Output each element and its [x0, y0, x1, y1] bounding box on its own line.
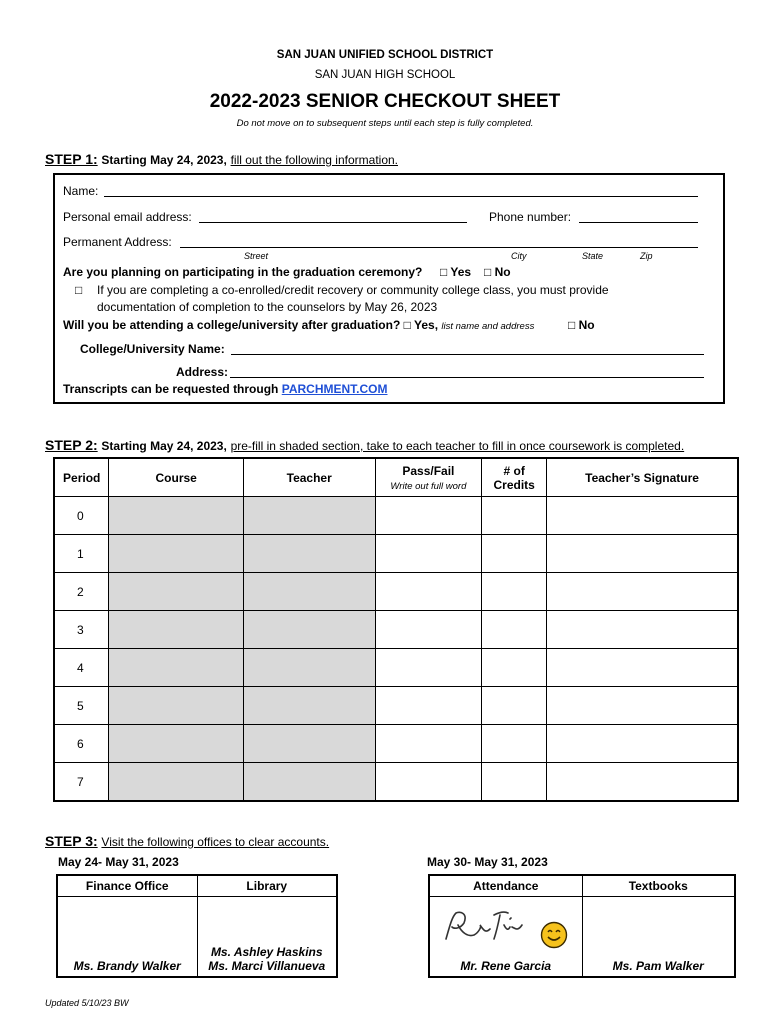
period-cell: 4 [54, 649, 109, 687]
finance-person: Ms. Brandy Walker [73, 959, 181, 973]
college-yes-label: Yes, [414, 318, 439, 332]
period-cell: 5 [54, 687, 109, 725]
passfail-cell[interactable] [375, 497, 482, 535]
email-label: Personal email address: [63, 210, 192, 224]
credits-cell[interactable] [482, 725, 547, 763]
period-cell: 2 [54, 573, 109, 611]
district-name: SAN JUAN UNIFIED SCHOOL DISTRICT [276, 49, 494, 61]
college-yes-option[interactable]: □ Yes, [403, 318, 439, 332]
course-cell[interactable] [109, 611, 244, 649]
ceremony-no-label: No [494, 265, 511, 279]
college-no-label: No [578, 318, 595, 332]
library-header: Library [197, 875, 337, 897]
credits-cell[interactable] [482, 763, 547, 802]
college-address-label: Address: [176, 365, 229, 379]
course-cell[interactable] [109, 573, 244, 611]
college-question-text: Will you be attending a college/university after graduation? [63, 318, 401, 332]
address-field[interactable] [180, 233, 698, 248]
col-passfail-note: Write out full word [390, 480, 467, 492]
table-row [54, 497, 738, 535]
signature-cell[interactable] [547, 649, 738, 687]
city-label: City [511, 251, 527, 261]
page-title: 2022-2023 SENIOR CHECKOUT SHEET [209, 91, 561, 112]
step2-heading [45, 437, 684, 453]
table-row [54, 687, 738, 725]
passfail-cell[interactable] [375, 649, 482, 687]
col-signature: Teacher’s Signature [547, 458, 738, 497]
col-credits-line1: # of [503, 463, 525, 478]
col-course: Course [109, 458, 244, 497]
finance-signature-cell[interactable] [57, 897, 197, 978]
period-cell: 1 [54, 535, 109, 573]
phone-label: Phone number: [489, 210, 572, 224]
email-field[interactable] [199, 208, 467, 223]
signature-cell[interactable] [547, 611, 738, 649]
library-person-2: Ms. Marci Villanueva [208, 959, 326, 973]
course-table-header [54, 458, 738, 497]
page-subtitle: Do not move on to subsequent steps until each step is fully completed. [236, 118, 534, 129]
credits-cell[interactable] [482, 535, 547, 573]
table-row [54, 725, 738, 763]
right-offices-table [428, 874, 736, 978]
credits-cell[interactable] [482, 611, 547, 649]
step2-label: STEP 2: [45, 437, 98, 453]
teacher-cell[interactable] [243, 763, 375, 802]
col-period: Period [54, 458, 109, 497]
course-cell[interactable] [109, 687, 244, 725]
college-yes-note: list name and address [441, 321, 535, 332]
course-cell[interactable] [109, 649, 244, 687]
signature-cell[interactable] [547, 763, 738, 802]
table-row [54, 649, 738, 687]
ceremony-no-option[interactable]: □ No [484, 265, 511, 279]
left-offices-table [56, 874, 338, 978]
course-cell[interactable] [109, 535, 244, 573]
textbooks-signature-cell[interactable] [582, 897, 735, 978]
signature-cell[interactable] [547, 573, 738, 611]
ceremony-yes-option[interactable]: □ Yes [440, 265, 472, 279]
col-teacher: Teacher [243, 458, 375, 497]
teacher-cell[interactable] [243, 573, 375, 611]
teacher-cell[interactable] [243, 687, 375, 725]
step1-heading [45, 151, 398, 167]
period-cell: 0 [54, 497, 109, 535]
attendance-signature-cell[interactable] [429, 897, 582, 978]
passfail-cell[interactable] [375, 611, 482, 649]
right-offices-dates: May 30- May 31, 2023 [427, 855, 548, 869]
period-cell: 6 [54, 725, 109, 763]
credits-cell[interactable] [482, 649, 547, 687]
course-cell[interactable] [109, 763, 244, 802]
step1-intro-bold: Starting May 24, 2023, [101, 153, 227, 167]
zip-label: Zip [640, 251, 653, 261]
ceremony-yes-label: Yes [450, 265, 472, 279]
table-row [54, 763, 738, 802]
col-passfail [375, 458, 482, 497]
transcripts-text: Transcripts can be requested through [63, 382, 279, 396]
step1-label: STEP 1: [45, 151, 98, 167]
course-cell[interactable] [109, 725, 244, 763]
textbooks-person: Ms. Pam Walker [612, 959, 704, 973]
street-label: Street [244, 251, 269, 261]
finance-office-header: Finance Office [57, 875, 197, 897]
coenroll-checkbox-icon[interactable]: □ [75, 283, 83, 297]
table-row [54, 535, 738, 573]
passfail-cell[interactable] [375, 573, 482, 611]
attendance-person: Mr. Rene Garcia [460, 959, 552, 973]
address-label: Permanent Address: [63, 235, 172, 249]
textbooks-header: Textbooks [582, 875, 735, 897]
teacher-cell[interactable] [243, 535, 375, 573]
parchment-link[interactable]: PARCHMENT.COM [281, 382, 388, 396]
teacher-cell[interactable] [243, 611, 375, 649]
college-name-label: College/University Name: [80, 342, 225, 356]
college-no-option[interactable]: □ No [568, 318, 595, 332]
teacher-cell[interactable] [243, 497, 375, 535]
step3-label: STEP 3: [45, 833, 98, 849]
passfail-cell[interactable] [375, 763, 482, 802]
college-name-field[interactable] [231, 340, 704, 355]
updated-note: Updated 5/10/23 BW [45, 998, 129, 1008]
course-table [53, 457, 739, 802]
smiley-emoji-icon [540, 921, 568, 949]
step1-intro-rest: fill out the following information. [230, 153, 398, 167]
credits-cell[interactable] [482, 573, 547, 611]
state-label: State [582, 251, 604, 261]
ceremony-question: Are you planning on participating in the graduation ceremony? [63, 265, 423, 279]
col-passfail-label: Pass/Fail [402, 463, 455, 478]
left-offices-dates: May 24- May 31, 2023 [58, 855, 179, 869]
passfail-cell[interactable] [375, 687, 482, 725]
name-field[interactable] [104, 182, 698, 197]
college-address-field[interactable] [230, 363, 704, 378]
col-credits-line2: Credits [493, 477, 535, 492]
period-cell: 7 [54, 763, 109, 802]
course-cell[interactable] [109, 497, 244, 535]
phone-field[interactable] [579, 208, 698, 223]
coenroll-line1: If you are completing a co-enrolled/credit recovery or community college class, you must provide [97, 283, 609, 297]
signature-cell[interactable] [547, 687, 738, 725]
attendance-header: Attendance [429, 875, 582, 897]
credits-cell[interactable] [482, 497, 547, 535]
step3-heading [45, 833, 329, 849]
name-label: Name: [63, 184, 99, 198]
school-name: SAN JUAN HIGH SCHOOL [314, 69, 456, 81]
library-person-1: Ms. Ashley Haskins [210, 945, 323, 959]
credits-cell[interactable] [482, 687, 547, 725]
teacher-cell[interactable] [243, 725, 375, 763]
col-credits [482, 458, 547, 497]
step2-intro-rest: pre-fill in shaded section, take to each teacher to fill in once coursework is completed. [230, 439, 685, 453]
table-row [54, 611, 738, 649]
signature-cell[interactable] [547, 725, 738, 763]
passfail-cell[interactable] [375, 725, 482, 763]
period-cell: 3 [54, 611, 109, 649]
coenroll-line2: documentation of completion to the counselors by May 26, 2023 [97, 300, 438, 314]
transcripts-note [63, 382, 388, 396]
college-question [63, 318, 534, 332]
step2-intro-bold: Starting May 24, 2023, [101, 439, 227, 453]
step3-intro: Visit the following offices to clear accounts. [101, 835, 330, 849]
table-row [54, 573, 738, 611]
library-signature-cell[interactable] [197, 897, 337, 978]
passfail-cell[interactable] [375, 535, 482, 573]
signature-cell[interactable] [547, 535, 738, 573]
signature-cell[interactable] [547, 497, 738, 535]
teacher-cell[interactable] [243, 649, 375, 687]
